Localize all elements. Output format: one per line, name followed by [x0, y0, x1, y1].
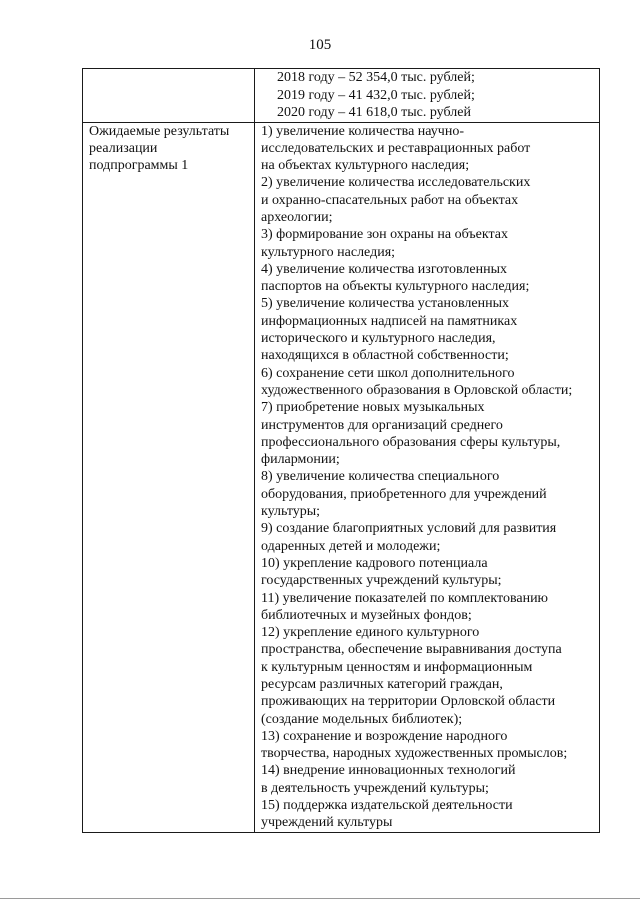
- expected-result-line: художественного образования в Орловской области;: [261, 382, 573, 398]
- scan-edge-line: [0, 898, 640, 899]
- expected-result-line: исторического и культурного наследия,: [261, 331, 496, 347]
- expected-results-row: [83, 122, 599, 832]
- expected-results-label-line: реализации: [89, 140, 158, 156]
- expected-result-line: 14) внедрение инновационных технологий: [261, 763, 516, 779]
- expected-results-label-line: Ожидаемые результаты: [89, 123, 230, 139]
- expected-result-line: 9) создание благоприятных условий для развития: [261, 521, 557, 537]
- expected-result-line: на объектах культурного наследия;: [261, 158, 470, 174]
- expected-result-line: 3) формирование зон охраны на объектах: [261, 227, 508, 243]
- expected-results-label-cell: [83, 123, 255, 832]
- expected-result-line: оборудования, приобретенного для учреждений: [261, 486, 547, 502]
- funding-row: [83, 69, 599, 122]
- expected-result-line: ресурсам различных категорий граждан,: [261, 677, 503, 692]
- expected-result-line: 4) увеличение количества изготовленных: [261, 261, 507, 277]
- expected-result-line: 11) увеличение показателей по комплектованию: [261, 590, 549, 606]
- expected-result-line: профессионального образования сферы культуры,: [261, 434, 561, 450]
- expected-result-line: находящихся в областной собственности;: [261, 348, 509, 364]
- expected-result-line: к культурным ценностям и информационным: [261, 659, 533, 675]
- expected-result-line: библиотечных и музейных фондов;: [261, 607, 472, 623]
- expected-result-line: инструментов для организаций среднего: [261, 417, 503, 433]
- expected-result-line: творчества, народных художественных промыслов;: [261, 746, 568, 762]
- expected-result-line: культурного наследия;: [261, 244, 396, 260]
- expected-result-line: филармонии;: [261, 452, 340, 468]
- funding-line: 2019 году – 41 432,0 тыс. рублей;: [277, 87, 475, 103]
- expected-result-line: в деятельность учреждений культуры;: [261, 780, 489, 796]
- expected-result-line: государственных учреждений культуры;: [261, 573, 502, 589]
- expected-result-line: 7) приобретение новых музыкальных: [261, 400, 485, 416]
- funding-line: 2020 году – 41 618,0 тыс. рублей: [277, 105, 471, 120]
- expected-result-line: 13) сохранение и возрождение народного: [261, 728, 508, 744]
- expected-result-line: 12) укрепление единого культурного: [261, 625, 480, 641]
- expected-result-line: (создание модельных библиотек);: [261, 711, 463, 727]
- expected-results-label-line: подпрограммы 1: [89, 157, 189, 173]
- expected-result-line: 2) увеличение количества исследовательских: [261, 175, 531, 191]
- expected-result-line: учреждений культуры: [261, 815, 393, 831]
- expected-result-line: 1) увеличение количества научно-: [261, 123, 464, 139]
- expected-results-list-cell: [255, 123, 599, 832]
- subprogram-table: [82, 68, 600, 833]
- expected-result-line: и охранно-спасательных работ на объектах: [261, 192, 519, 208]
- funding-line: 2018 году – 52 354,0 тыс. рублей;: [277, 70, 475, 85]
- expected-result-line: одаренных детей и молодежи;: [261, 538, 441, 554]
- expected-result-line: 6) сохранение сети школ дополнительного: [261, 365, 515, 381]
- expected-result-line: 10) укрепление кадрового потенциала: [261, 555, 488, 571]
- expected-result-line: паспортов на объекты культурного наследия;: [261, 279, 530, 295]
- expected-result-line: 5) увеличение количества установленных: [261, 296, 510, 312]
- expected-result-line: археологии;: [261, 209, 333, 225]
- funding-label-cell: [83, 69, 255, 122]
- expected-result-line: проживающих на территории Орловской области: [261, 694, 556, 710]
- expected-result-line: информационных надписей на памятниках: [261, 313, 518, 329]
- funding-values-cell: [255, 69, 599, 122]
- page-number: 105: [308, 37, 332, 53]
- expected-result-line: 15) поддержка издательской деятельности: [261, 798, 513, 814]
- expected-result-line: пространства, обеспечение выравнивания доступа: [261, 642, 562, 658]
- expected-result-line: исследовательских и реставрационных работ: [261, 140, 531, 156]
- expected-result-line: 8) увеличение количества специального: [261, 469, 500, 485]
- expected-result-line: культуры;: [261, 504, 321, 520]
